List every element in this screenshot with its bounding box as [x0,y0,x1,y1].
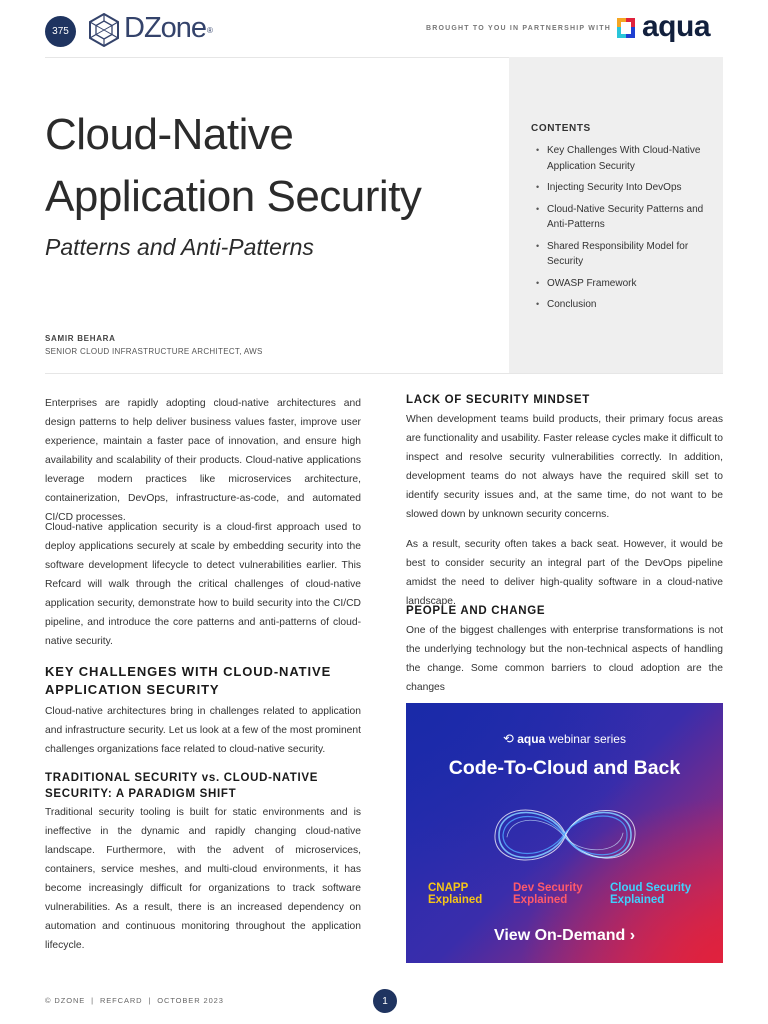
author-name: SAMIR BEHARA [45,334,116,343]
contents-item[interactable]: • Conclusion [531,297,711,313]
right-column-block [406,410,723,524]
body-paragraph: Cloud-native architectures bring in challenges related to application and infrastructure security. Let us look at a few of the most prominent challenges organizations face related to cloud-native security. [45,706,361,755]
ad-topic-cloud-security: Cloud Security Explained [610,882,692,906]
dzone-wordmark: DZone® [124,12,212,44]
view-on-demand-link[interactable]: View On-Demand › [493,927,636,944]
intro-paragraph: Enterprises are rapidly adopting cloud-native architectures and design patterns to help deliver business values faster, improve user experience, maintain a faster pace of innovation, and ensure high availability and scalability of their products. Cloud-native applications leverage modern practices like microservices architecture, containerization, DevOps, infrastructure-as-code, and automated CI/CD processes. [45,398,361,523]
right-column-block [406,392,722,408]
dzone-logo-icon [88,13,120,47]
contents-item[interactable]: • Injecting Security Into DevOps [531,180,711,196]
contents-list [531,143,711,319]
webinar-ad-banner[interactable] [406,703,723,963]
right-column-block [406,535,723,611]
left-column-block [45,702,361,759]
page-number-badge: 1 [373,989,397,1013]
page-subtitle: Patterns and Anti-Patterns [45,234,314,260]
author-role: SENIOR CLOUD INFRASTRUCTURE ARCHITECT, AWS [45,347,263,356]
footer-text: © DZONE | REFCARD | OCTOBER 2023 [45,996,224,1005]
contents-item[interactable]: • Key Challenges With Cloud-Native Application Security [531,143,711,174]
right-column-block [406,603,722,619]
subsection-heading: PEOPLE AND CHANGE [406,605,546,617]
left-column [45,394,361,527]
body-paragraph: One of the biggest challenges with enterprise transformations is not the underlying technology but the non-technical aspects of handling the change. Some common barriers to cloud adoption are the changes [406,625,723,693]
body-paragraph: Traditional security tooling is built for static environments and is ineffective in the dynamic and rapidly changing cloud-native landscape. Furthermore, with the advent of microservices, containers, service meshes, and multi-cloud environments, it has become increasingly difficult for organizations to track software vulnerabilities. As a result, there is an increased dependency on automation and continuous monitoring throughout the application lifecycle. [45,807,361,951]
ad-topic-dev-security: Dev Security Explained [513,882,583,906]
ad-brand: ⟲ aqua webinar series [503,731,626,746]
section-divider [45,373,723,374]
aqua-swirl-icon: ⟲ [503,731,514,746]
contents-item[interactable]: • Cloud-Native Security Patterns and Anti-Patterns [531,202,711,233]
ad-headline: Code-To-Cloud and Back [448,757,681,779]
section-heading: KEY CHALLENGES WITH CLOUD-NATIVE APPLICATION SECURITY [45,664,332,697]
issue-number-badge: 375 [45,16,76,47]
left-column-block [45,663,361,699]
subsection-heading: LACK OF SECURITY MINDSET [406,394,590,406]
left-column-block [45,770,335,802]
body-paragraph: When development teams build products, their primary focus areas are functionality and usability. Faster release cycles make it difficult to inspect and resolve security vulnerabilities correctly. In addition, development teams do not always have the required skill set to identify security issues and, at the same time, do not want to be slowed down by unknown security concerns. [406,414,723,520]
title-line-1: Cloud-Native [45,110,294,159]
aqua-square-logo-icon [614,14,638,42]
contents-heading: CONTENTS [531,123,591,134]
infinity-swirl-icon [479,795,651,875]
left-column-block [45,518,361,651]
ad-topic-cnapp: CNAPP Explained [428,882,483,906]
body-paragraph: As a result, security often takes a back seat. However, it would be best to consider security an integral part of the DevOps pipeline amidst the need to deliver high-quality software in a cloud-native landscape. [406,539,723,607]
partnership-label: BROUGHT TO YOU IN PARTNERSHIP WITH [426,25,611,32]
right-column-block [406,621,723,697]
aqua-wordmark: aqua [642,10,711,43]
contents-item[interactable]: • Shared Responsibility Model for Security [531,239,711,270]
contents-panel [509,57,723,373]
contents-item[interactable]: • OWASP Framework [531,276,711,292]
page-title [45,104,495,228]
left-column-block [45,803,361,955]
body-paragraph: Cloud-native application security is a cloud-first approach used to deploy applications securely at scale by embedding security into the software development lifecycle to detect vulnerabilities earlier. This Refcard will walk through the critical challenges of cloud-native application security, demonstrate how to build security into the CI/CD pipeline, and introduce the core patterns and anti-patterns of cloud-native security. [45,522,361,647]
title-line-2: Application Security [45,172,422,221]
subsection-heading: TRADITIONAL SECURITY vs. CLOUD-NATIVE SECURITY: A PARADIGM SHIFT [45,772,319,800]
